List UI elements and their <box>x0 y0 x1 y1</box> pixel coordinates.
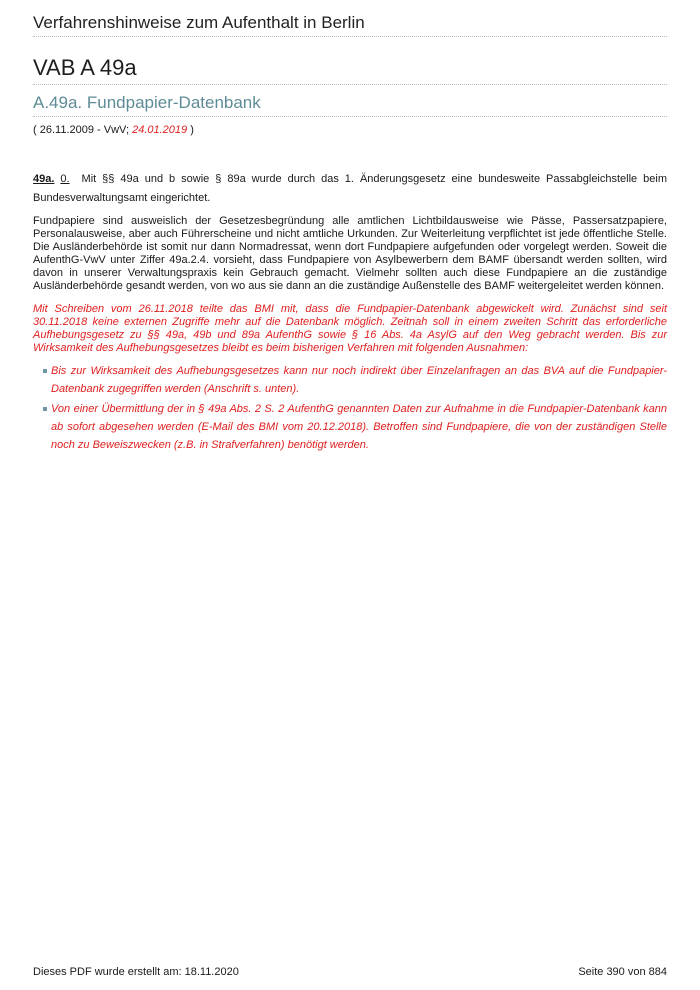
version-info <box>33 124 194 137</box>
square-bullet-icon <box>43 369 47 373</box>
paragraph-1: Fundpapiere sind ausweislich der Gesetzesbegründung alle amtlichen Lichtbildausweise wie Pässe, Passersatzpapiere, Personalausweise, aber auch Führerscheine und nicht amtliche Urkunden. Zur Weiterleitung verpflichtet ist jede öffentliche Stelle. Die Ausländerbehörde ist somit nur dann Normadressat, wenn dort Fundpapiere aufgefunden oder vorgelegt werden. Soweit die AufenthG-VwV unter Ziffer 49a.2.4. vorsieht, dass Fundpapiere von Asylbewerbern dem BAMF übersandt werden sollten, wird davon in unserer Verwaltungspraxis kein Gebrauch gemacht. Vielmehr sollten auch diese Fundpapiere an die zuständige Ausländerbehörde gesandt werden, von wo aus sie dann an die zuständige Außenstelle des BAMF weitergeleitet werden können. <box>33 215 667 292</box>
version-close: ) <box>187 124 194 136</box>
document-body <box>33 170 667 456</box>
amendment-paragraph: Mit Schreiben vom 26.11.2018 teilte das BMI mit, dass die Fundpapier-Datenbank abgewickelt wird. Zunächst sind seit 30.11.2018 keine externen Zugriffe mehr auf die Datenbank möglich. Zeitnah soll in einem zweiten Schritt das erforderliche Aufhebungsgesetz zu §§ 49a, 49b und 89a AufenthG sowie § 16 Abs. 4a AsylG auf den Weg gebracht werden. Bis zur Wirksamkeit des Aufhebungsgesetzes bleibt es beim bisherigen Verfahren mit folgenden Ausnahmen: <box>33 303 667 354</box>
footer-page-number: Seite 390 von 884 <box>578 966 667 978</box>
paragraph-0-text: Mit §§ 49a und b sowie § 89a wurde durch das 1. Änderungsgesetz eine bundesweite Passabgleichstelle beim Bundesverwaltungsamt eingerichtet. <box>33 173 667 204</box>
list-item-text: Bis zur Wirksamkeit des Aufhebungsgesetzes kann nur noch indirekt über Einzelanfragen an das BVA auf die Fundpapier-Datenbank zugegriffen werden (Anschrift s. unten). <box>51 365 667 395</box>
version-open: ( <box>33 124 40 136</box>
square-bullet-icon <box>43 407 47 411</box>
list-item <box>33 362 667 398</box>
section-number: 49a. <box>33 173 55 185</box>
running-header: Verfahrenshinweise zum Aufenthalt in Berlin <box>33 13 667 37</box>
list-item-text: Von einer Übermittlung der in § 49a Abs. 2 S. 2 AufenthG genannten Daten zur Aufnahme in die Fundpapier-Datenbank kann ab sofort abgesehen werden (E-Mail des BMI vom 20.12.2018). Betroffen sind Fundpapiere, die von der zuständigen Stelle noch zu Beweiszwecken (z.B. in Strafverfahren) benötigt werden. <box>51 403 667 451</box>
page-footer <box>33 966 667 979</box>
version-date: 26.11.2009 <box>39 124 94 136</box>
list-item <box>33 400 667 454</box>
exception-list <box>33 362 667 454</box>
version-separator: - VwV; <box>93 124 133 136</box>
paragraph-number: 0. <box>60 173 70 185</box>
paragraph-0 <box>33 170 667 208</box>
version-updated-date: 24.01.2019 <box>132 124 188 136</box>
document-code: VAB A 49a <box>33 55 667 85</box>
footer-created-date: Dieses PDF wurde erstellt am: 18.11.2020 <box>33 966 239 978</box>
section-title: A.49a. Fundpapier-Datenbank <box>33 93 667 117</box>
